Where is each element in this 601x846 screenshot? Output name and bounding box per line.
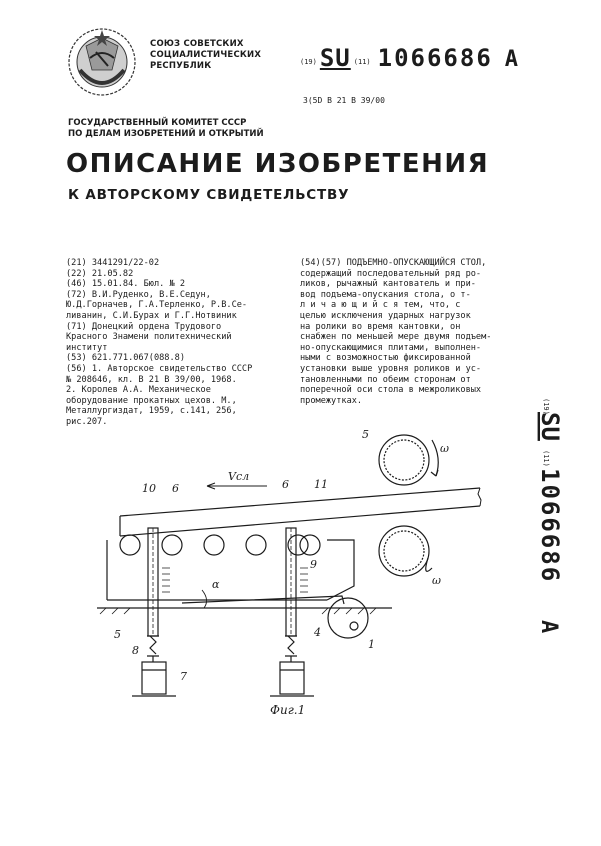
issuing-committee: [68, 118, 264, 140]
kind-code: A: [504, 47, 519, 72]
biblio-line: № 208646, кл. В 21 В 39/00, 1968.: [66, 374, 237, 385]
abstract-line: вод подъема-опускания стола, о т-: [300, 289, 471, 300]
union-line-2: СОЦИАЛИСТИЧЕСКИХ: [150, 50, 262, 60]
biblio-line: (21) 3441291/22-02: [66, 258, 160, 268]
union-line-1: СОЮЗ СОВЕТСКИХ: [150, 39, 244, 49]
lower-feed-roll-hub: [384, 531, 424, 571]
ussr-emblem-icon: [66, 26, 138, 98]
ref-label-9: 9: [310, 558, 317, 571]
abstract-line: содержащий последовательный ряд ро-: [300, 268, 482, 279]
abstract: [300, 258, 535, 406]
table-roller: [120, 535, 140, 555]
document-subtitle: К АВТОРСКОМУ СВИДЕТЕЛЬСТВУ: [68, 187, 350, 203]
ref-label-11: 11: [314, 478, 328, 491]
abstract-line: снабжен по меньшей мере двумя подъем-: [300, 332, 492, 343]
biblio-line: рис.207.: [66, 416, 108, 427]
inid-code-11: (11): [353, 58, 371, 66]
biblio-line: (53) 621.771.067(088.8): [66, 353, 185, 364]
table-roller: [204, 535, 224, 555]
table-roller: [246, 535, 266, 555]
biblio-line: (72) В.И.Руденко, В.Е.Седун,: [66, 289, 211, 300]
document-title: ОПИСАНИЕ ИЗОБРЕТЕНИЯ: [66, 149, 490, 179]
ref-label-6-left: 6: [172, 482, 179, 495]
hydraulic-cylinder: [280, 662, 304, 694]
drive-wheel: [328, 598, 368, 638]
omega-label-lower: ω: [432, 574, 441, 587]
table-roller: [300, 535, 320, 555]
table-roller: [162, 535, 182, 555]
ref-label-5-upper: 5: [362, 428, 369, 441]
committee-line-1: ГОСУДАРСТВЕННЫЙ КОМИТЕТ СССР: [68, 118, 247, 128]
lower-feed-roll: [379, 526, 429, 576]
figure-1-drawing: [92, 418, 484, 718]
biblio-line: Ю.Д.Горначев, Г.А.Терленко, Р.В.Се-: [66, 300, 248, 311]
upper-feed-roll: [379, 435, 429, 485]
biblio-line: Металлургиздат, 1959, с.141, 256,: [66, 406, 237, 417]
velocity-label: Vсл: [228, 470, 250, 483]
biblio-line: 2. Королев А.А. Механическое: [66, 385, 211, 396]
biblio-line: институт: [66, 342, 108, 353]
alpha-label: α: [212, 578, 220, 591]
sidebar-kind: A: [536, 620, 561, 634]
abstract-line: ликов, рычажный кантователь и при-: [300, 279, 476, 290]
abstract-line: поперечной оси стола в межроликовых: [300, 385, 482, 396]
biblio-line: Красного Знамени политехнический: [66, 332, 232, 343]
union-line-3: РЕСПУБЛИК: [150, 61, 212, 71]
biblio-line: (22) 21.05.82: [66, 268, 134, 279]
abstract-line: целью исключения ударных нагрузок: [300, 310, 471, 321]
issuing-state: [150, 39, 261, 72]
bibliographic-data: [66, 258, 296, 428]
ref-label-4: 4: [314, 626, 321, 639]
biblio-line: оборудование прокатных цехов. М.,: [66, 395, 237, 406]
figure-caption: Фиг.1: [270, 703, 306, 717]
abstract-line: промежутках.: [300, 395, 363, 406]
spring: [285, 636, 297, 656]
sidebar-code-19: (19): [542, 398, 550, 415]
abstract-line: установки выше уровня роликов и ус-: [300, 363, 482, 374]
biblio-line: ливанин, С.И.Бурах и Г.Г.Нотвиник: [66, 310, 237, 321]
sidebar-number: 1066686: [536, 468, 564, 584]
ref-label-7: 7: [180, 670, 187, 683]
biblio-line: (56) 1. Авторское свидетельство СССР: [66, 363, 253, 374]
patent-number: 1066686: [377, 44, 493, 72]
abstract-line: ными с возможностью фиксированной: [300, 353, 471, 364]
committee-line-2: ПО ДЕЛАМ ИЗОБРЕТЕНИЙ И ОТКРЫТИЙ: [68, 129, 264, 139]
document-number: [300, 44, 518, 72]
abstract-line: (54)(57) ПОДЪЕМНО-ОПУСКАЮЩИЙСЯ СТОЛ,: [300, 258, 487, 268]
vertical-patent-number: [522, 398, 580, 648]
ref-label-1: 1: [368, 638, 375, 651]
sidebar-country: SU: [536, 412, 564, 441]
ref-label-6-right: 6: [282, 478, 289, 491]
inid-code-19: (19): [300, 58, 317, 66]
biblio-line: (46) 15.01.84. Бюл. № 2: [66, 279, 185, 290]
ref-label-5-lower: 5: [114, 628, 121, 641]
omega-label-upper: ω: [440, 442, 449, 455]
workpiece-strip: [120, 488, 480, 536]
spring: [147, 636, 159, 656]
upper-feed-roll-hub: [384, 440, 424, 480]
ref-label-10: 10: [142, 482, 156, 495]
hydraulic-cylinder: [142, 662, 166, 694]
biblio-line: (71) Донецкий ордена Трудового: [66, 321, 222, 332]
ref-label-8: 8: [132, 644, 139, 657]
sidebar-code-11: (11): [542, 450, 550, 467]
abstract-line: но-опускающимися плитами, выполнен-: [300, 342, 482, 353]
abstract-line: л и ч а ю щ и й с я тем, что, с: [300, 300, 461, 311]
country-code: SU: [319, 44, 351, 72]
abstract-line: тановленными по обеим сторонам от: [300, 374, 471, 385]
abstract-line: на ролики во время кантовки, он: [300, 321, 461, 332]
ipc-classification: 3(5D B 21 B 39/00: [303, 96, 385, 105]
